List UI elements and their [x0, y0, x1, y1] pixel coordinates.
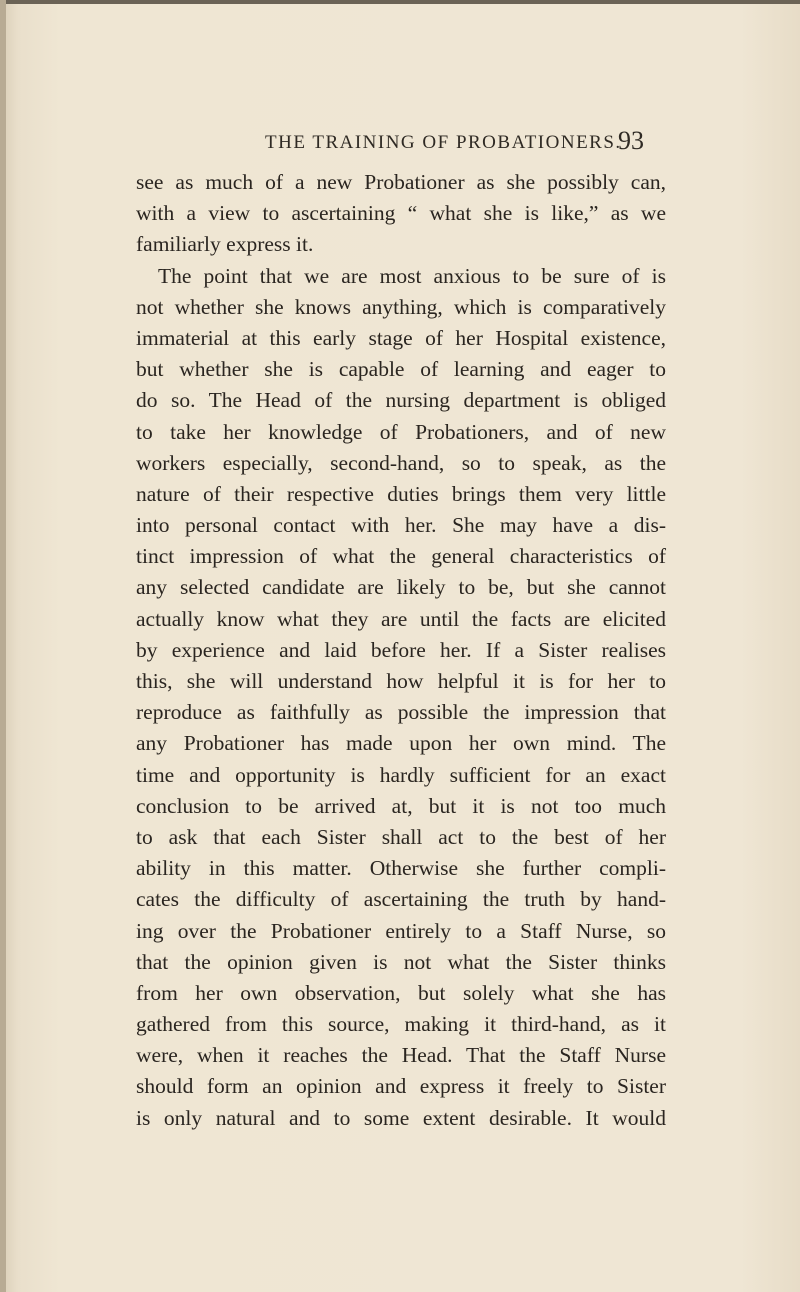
text-line: tinct impression of what the general characteristics of: [136, 544, 666, 569]
text-line: to ask that each Sister shall act to the best of her: [136, 824, 666, 849]
text-line: to take her knowledge of Probationers, and of new: [136, 419, 666, 444]
text-line: cates the difficulty of ascertaining the truth by hand-: [136, 887, 666, 912]
text-line: workers especially, second-hand, so to speak, as the: [136, 450, 666, 475]
text-line: not whether she knows anything, which is comparatively: [136, 294, 666, 319]
text-line: from her own observation, but solely what she has: [136, 980, 666, 1005]
text-line: ing over the Probationer entirely to a Staff Nurse, so: [136, 918, 666, 943]
text-line: conclusion to be arrived at, but it is not too much: [136, 793, 666, 818]
text-line: that the opinion given is not what the Sister thinks: [136, 949, 666, 974]
text-line: ability in this matter. Otherwise she further compli-: [136, 856, 666, 881]
text-line: any Probationer has made upon her own mind. The: [136, 731, 666, 756]
text-line: any selected candidate are likely to be, but she cannot: [136, 575, 666, 600]
text-line: see as much of a new Probationer as she possibly can,: [136, 170, 666, 194]
text-line: reproduce as faithfully as possible the impression that: [136, 700, 666, 725]
page-top-edge: [0, 0, 800, 4]
text-line: but whether she is capable of learning and eager to: [136, 357, 666, 382]
running-head: THE TRAINING OF PROBATIONERS.: [265, 132, 622, 153]
text-line: should form an opinion and express it freely to Sister: [136, 1074, 666, 1099]
text-line: time and opportunity is hardly sufficient for an exact: [136, 762, 666, 787]
text-line: immaterial at this early stage of her Hospital existence,: [136, 325, 666, 350]
text-line: familiarly express it.: [136, 232, 314, 257]
text-line: actually know what they are until the facts are elicited: [136, 606, 666, 631]
text-line: is only natural and to some extent desirable. It would: [136, 1105, 666, 1130]
text-line: by experience and laid before her. If a Sister realises: [136, 637, 666, 662]
page-number: 93: [618, 126, 644, 155]
page-binding-edge: [0, 0, 6, 1292]
text-line: do so. The Head of the nursing department is obliged: [136, 388, 666, 413]
text-line: this, she will understand how helpful it is for her to: [136, 669, 666, 693]
text-line: The point that we are most anxious to be sure of is: [158, 263, 666, 288]
text-line: with a view to ascertaining “ what she is like,” as we: [136, 201, 666, 226]
body-text: [136, 167, 666, 1134]
text-line: into personal contact with her. She may have a dis-: [136, 513, 666, 538]
text-line: were, when it reaches the Head. That the Staff Nurse: [136, 1043, 666, 1068]
text-line: gathered from this source, making it third-hand, as it: [136, 1012, 666, 1037]
text-line: nature of their respective duties brings them very little: [136, 481, 666, 506]
